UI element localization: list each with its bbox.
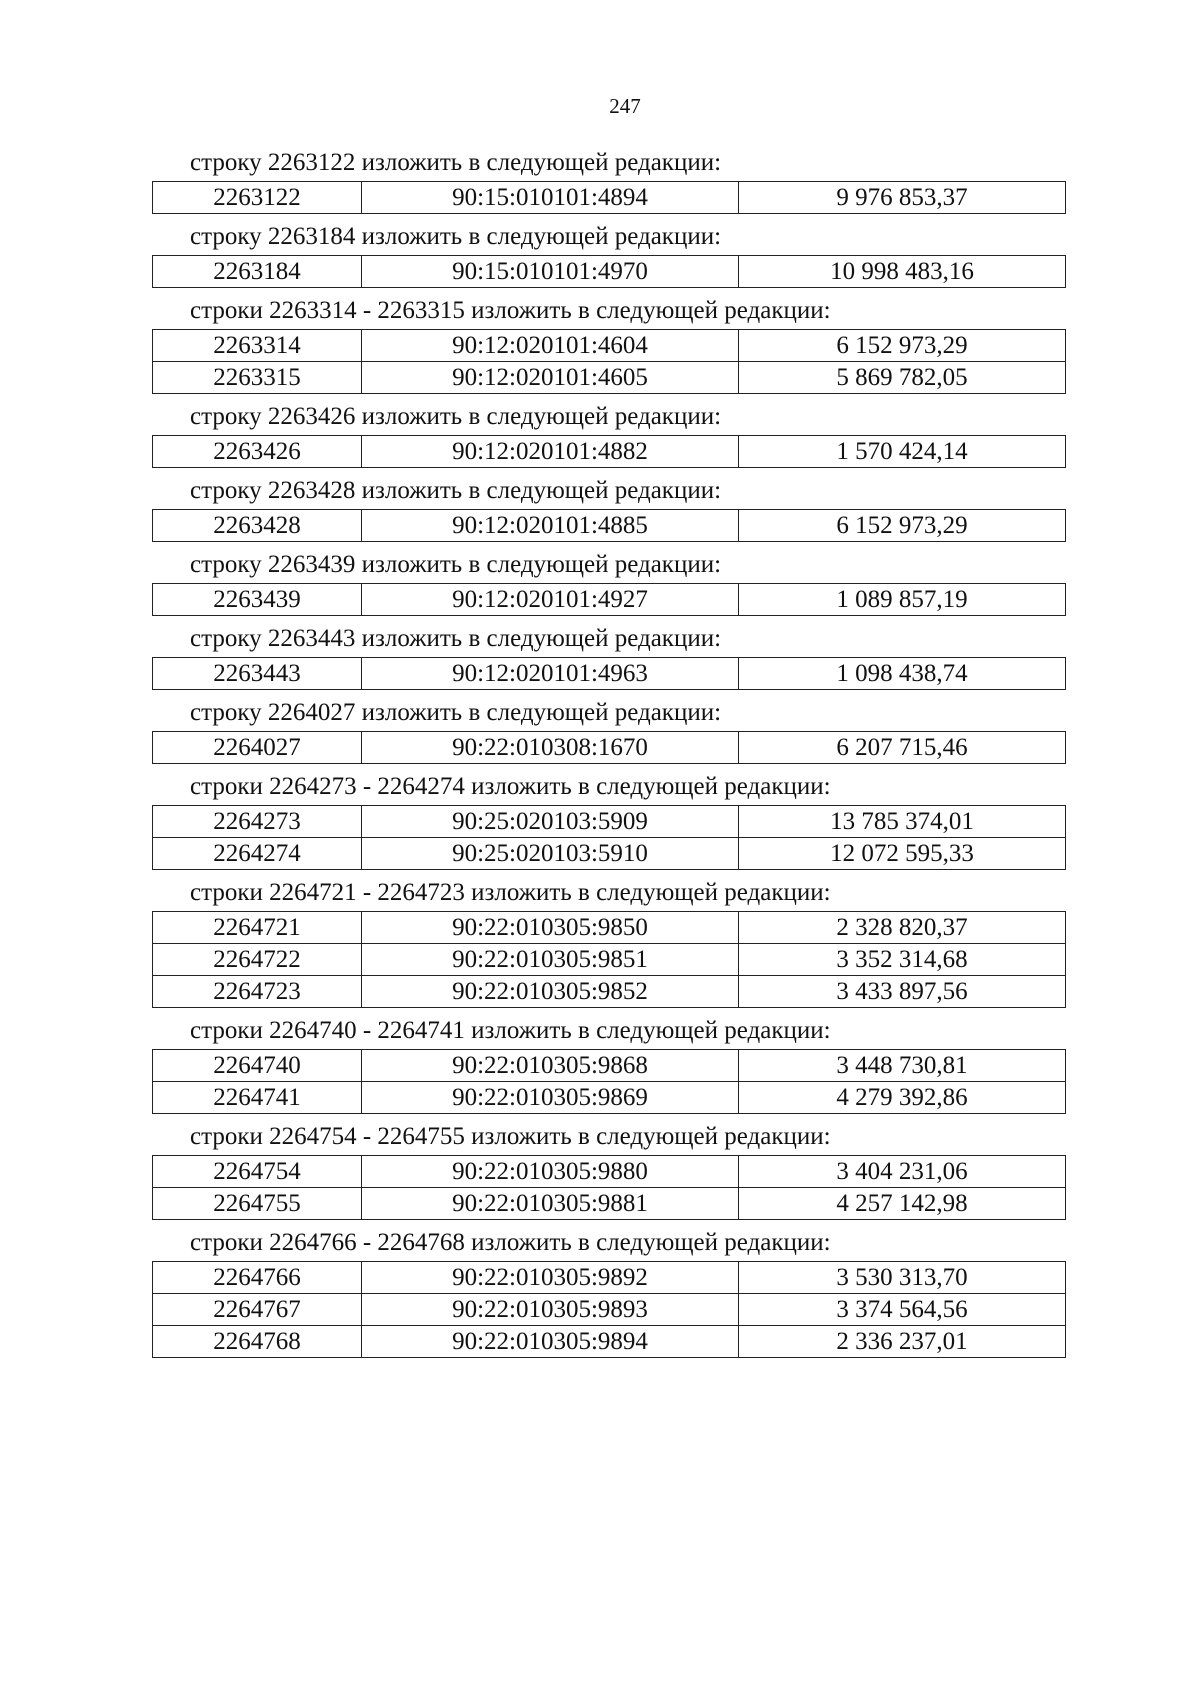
row-number-cell: 2263315 — [153, 362, 362, 394]
table-row — [153, 1188, 1066, 1220]
amendment-table — [152, 181, 1066, 214]
value-cell: 1 098 438,74 — [739, 658, 1066, 690]
amendment-section — [152, 624, 1062, 690]
amendment-table — [152, 255, 1066, 288]
cadastral-number-cell: 90:12:020101:4963 — [362, 658, 739, 690]
cadastral-number-cell: 90:22:010305:9892 — [362, 1262, 739, 1294]
cadastral-number-cell: 90:15:010101:4894 — [362, 182, 739, 214]
cadastral-number-cell: 90:22:010305:9880 — [362, 1156, 739, 1188]
section-heading: строку 2263439 изложить в следующей редакции: — [190, 551, 722, 578]
section-heading: строку 2263122 изложить в следующей редакции: — [190, 149, 722, 176]
section-heading: строку 2263428 изложить в следующей редакции: — [190, 477, 722, 504]
table-row — [153, 1156, 1066, 1188]
table-row — [153, 1294, 1066, 1326]
row-number-cell: 2263314 — [153, 330, 362, 362]
row-number-cell: 2263184 — [153, 256, 362, 288]
table-row — [153, 330, 1066, 362]
row-number-cell: 2263426 — [153, 436, 362, 468]
row-number-cell: 2264723 — [153, 976, 362, 1008]
amendment-section — [152, 296, 1062, 394]
value-cell: 2 336 237,01 — [739, 1326, 1066, 1358]
cadastral-number-cell: 90:15:010101:4970 — [362, 256, 739, 288]
amendment-table — [152, 329, 1066, 394]
table-row — [153, 1326, 1066, 1358]
cadastral-number-cell: 90:25:020103:5910 — [362, 838, 739, 870]
amendment-table — [152, 657, 1066, 690]
amendment-table — [152, 583, 1066, 616]
value-cell: 13 785 374,01 — [739, 806, 1066, 838]
row-number-cell: 2264754 — [153, 1156, 362, 1188]
value-cell: 3 374 564,56 — [739, 1294, 1066, 1326]
section-heading: строки 2264721 - 2264723 изложить в следующей редакции: — [190, 879, 831, 906]
value-cell: 6 152 973,29 — [739, 330, 1066, 362]
cadastral-number-cell: 90:12:020101:4927 — [362, 584, 739, 616]
table-row — [153, 436, 1066, 468]
row-number-cell: 2264766 — [153, 1262, 362, 1294]
cadastral-number-cell: 90:12:020101:4882 — [362, 436, 739, 468]
value-cell: 6 207 715,46 — [739, 732, 1066, 764]
value-cell: 4 257 142,98 — [739, 1188, 1066, 1220]
amendment-table — [152, 1049, 1066, 1114]
section-heading: строки 2264754 - 2264755 изложить в следующей редакции: — [190, 1123, 831, 1150]
cadastral-number-cell: 90:22:010308:1670 — [362, 732, 739, 764]
row-number-cell: 2263439 — [153, 584, 362, 616]
amendment-section — [152, 148, 1062, 214]
row-number-cell: 2264741 — [153, 1082, 362, 1114]
section-heading: строку 2263443 изложить в следующей редакции: — [190, 625, 722, 652]
amendment-section — [152, 222, 1062, 288]
row-number-cell: 2264721 — [153, 912, 362, 944]
cadastral-number-cell: 90:22:010305:9852 — [362, 976, 739, 1008]
row-number-cell: 2263428 — [153, 510, 362, 542]
amendment-table — [152, 731, 1066, 764]
table-row — [153, 658, 1066, 690]
table-row — [153, 806, 1066, 838]
section-heading: строки 2264273 - 2264274 изложить в следующей редакции: — [190, 773, 831, 800]
row-number-cell: 2264274 — [153, 838, 362, 870]
section-heading: строку 2264027 изложить в следующей редакции: — [190, 699, 722, 726]
table-row — [153, 584, 1066, 616]
section-heading: строку 2263184 изложить в следующей редакции: — [190, 223, 722, 250]
cadastral-number-cell: 90:22:010305:9851 — [362, 944, 739, 976]
table-row — [153, 944, 1066, 976]
value-cell: 3 530 313,70 — [739, 1262, 1066, 1294]
value-cell: 4 279 392,86 — [739, 1082, 1066, 1114]
row-number-cell: 2263443 — [153, 658, 362, 690]
row-number-cell: 2264740 — [153, 1050, 362, 1082]
section-heading: строки 2264740 - 2264741 изложить в следующей редакции: — [190, 1017, 831, 1044]
amendment-section — [152, 698, 1062, 764]
table-row — [153, 1050, 1066, 1082]
cadastral-number-cell: 90:12:020101:4605 — [362, 362, 739, 394]
row-number-cell: 2263122 — [153, 182, 362, 214]
cadastral-number-cell: 90:22:010305:9869 — [362, 1082, 739, 1114]
value-cell: 9 976 853,37 — [739, 182, 1066, 214]
table-row — [153, 182, 1066, 214]
section-heading: строки 2263314 - 2263315 изложить в следующей редакции: — [190, 297, 831, 324]
table-row — [153, 912, 1066, 944]
table-row — [153, 1082, 1066, 1114]
amendment-table — [152, 1261, 1066, 1358]
table-row — [153, 732, 1066, 764]
value-cell: 6 152 973,29 — [739, 510, 1066, 542]
value-cell: 12 072 595,33 — [739, 838, 1066, 870]
value-cell: 2 328 820,37 — [739, 912, 1066, 944]
amendment-section — [152, 476, 1062, 542]
value-cell: 3 433 897,56 — [739, 976, 1066, 1008]
document-body — [152, 148, 1062, 1366]
value-cell: 10 998 483,16 — [739, 256, 1066, 288]
cadastral-number-cell: 90:22:010305:9881 — [362, 1188, 739, 1220]
amendment-table — [152, 435, 1066, 468]
table-row — [153, 976, 1066, 1008]
row-number-cell: 2264027 — [153, 732, 362, 764]
cadastral-number-cell: 90:22:010305:9850 — [362, 912, 739, 944]
amendment-table — [152, 911, 1066, 1008]
value-cell: 3 448 730,81 — [739, 1050, 1066, 1082]
section-heading: строки 2264766 - 2264768 изложить в следующей редакции: — [190, 1229, 831, 1256]
cadastral-number-cell: 90:12:020101:4885 — [362, 510, 739, 542]
row-number-cell: 2264722 — [153, 944, 362, 976]
row-number-cell: 2264767 — [153, 1294, 362, 1326]
value-cell: 1 089 857,19 — [739, 584, 1066, 616]
amendment-section — [152, 878, 1062, 1008]
table-row — [153, 838, 1066, 870]
table-row — [153, 256, 1066, 288]
row-number-cell: 2264768 — [153, 1326, 362, 1358]
amendment-section — [152, 1016, 1062, 1114]
amendment-section — [152, 1228, 1062, 1358]
amendment-table — [152, 509, 1066, 542]
table-row — [153, 510, 1066, 542]
cadastral-number-cell: 90:25:020103:5909 — [362, 806, 739, 838]
amendment-table — [152, 805, 1066, 870]
amendment-section — [152, 772, 1062, 870]
cadastral-number-cell: 90:22:010305:9893 — [362, 1294, 739, 1326]
page-number: 247 — [609, 94, 641, 118]
value-cell: 3 404 231,06 — [739, 1156, 1066, 1188]
amendment-section — [152, 402, 1062, 468]
cadastral-number-cell: 90:12:020101:4604 — [362, 330, 739, 362]
amendment-section — [152, 550, 1062, 616]
section-heading: строку 2263426 изложить в следующей редакции: — [190, 403, 722, 430]
amendment-table — [152, 1155, 1066, 1220]
amendment-section — [152, 1122, 1062, 1220]
table-row — [153, 362, 1066, 394]
value-cell: 5 869 782,05 — [739, 362, 1066, 394]
cadastral-number-cell: 90:22:010305:9894 — [362, 1326, 739, 1358]
row-number-cell: 2264273 — [153, 806, 362, 838]
cadastral-number-cell: 90:22:010305:9868 — [362, 1050, 739, 1082]
value-cell: 3 352 314,68 — [739, 944, 1066, 976]
value-cell: 1 570 424,14 — [739, 436, 1066, 468]
table-row — [153, 1262, 1066, 1294]
row-number-cell: 2264755 — [153, 1188, 362, 1220]
